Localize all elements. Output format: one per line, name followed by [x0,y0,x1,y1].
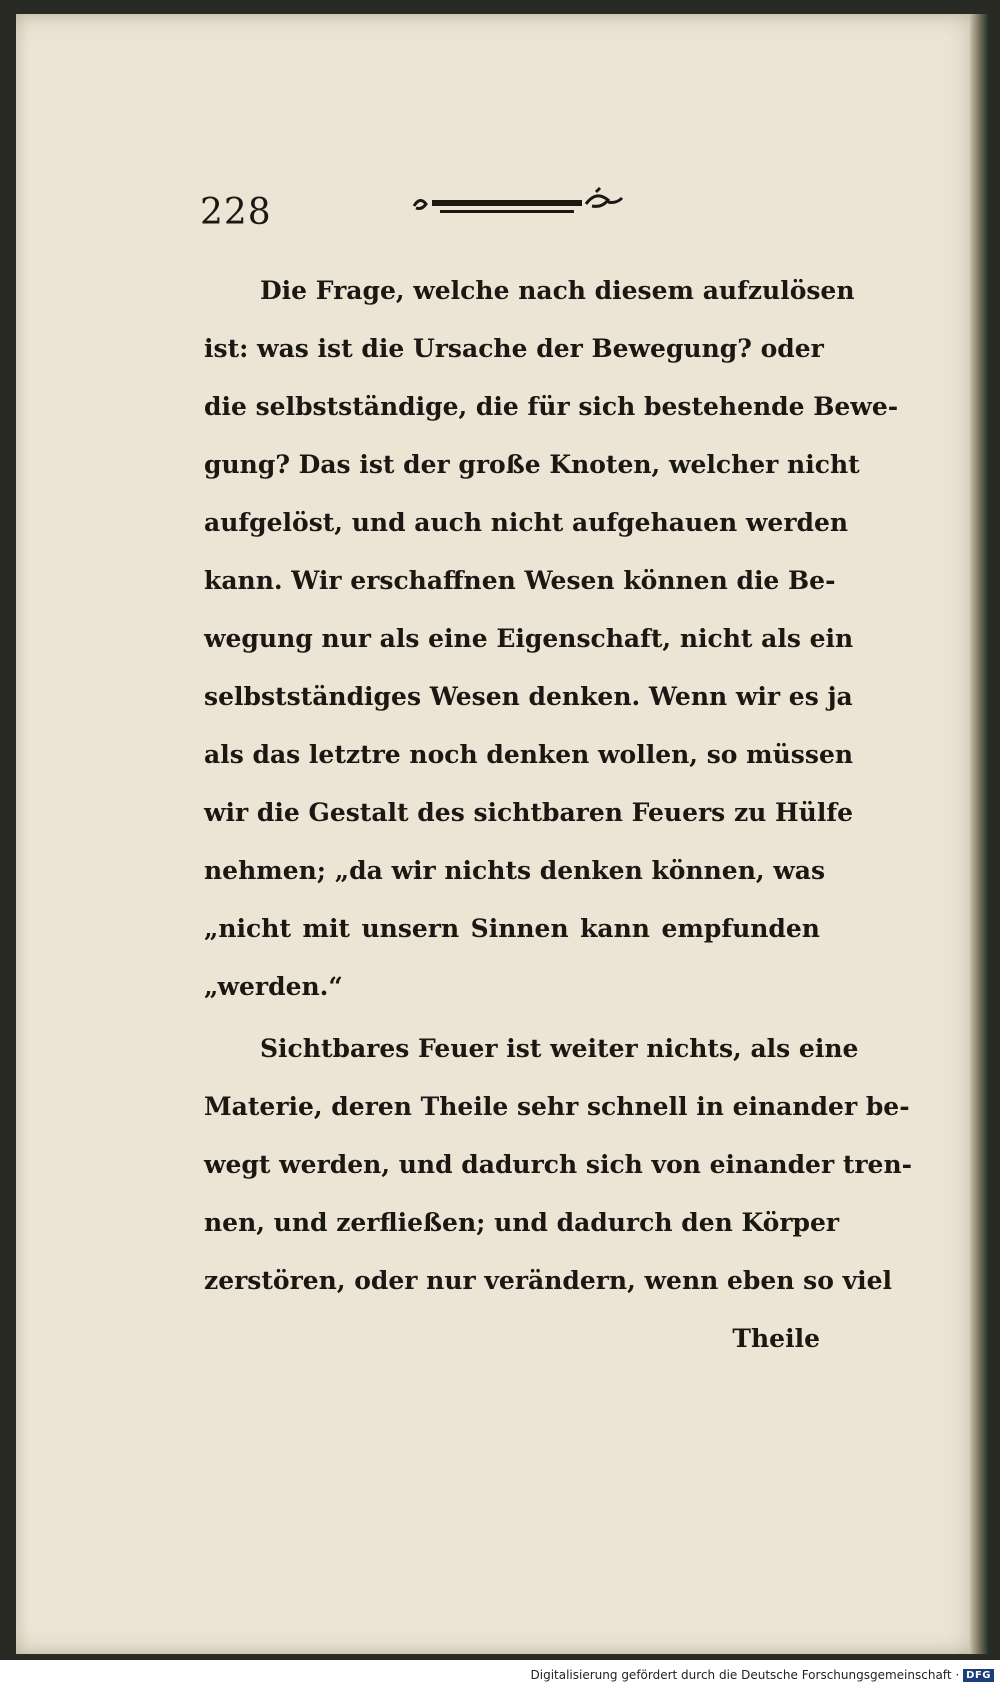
text-line: Die Frage, welche nach diesem aufzulösen [260,276,855,305]
text-line: wir die Gestalt des sichtbaren Feuers zu Hülfe [204,798,853,827]
catchword: Theile [732,1324,820,1353]
header-ornament-icon [410,186,630,226]
text-line: „nicht mit unsern Sinnen kann empfunden [204,914,820,943]
dfg-logo: DFG [963,1669,994,1682]
text-line: die selbstständige, die für sich bestehende Bewe- [204,392,899,421]
page-number: 228 [200,192,272,233]
text-line: ist: was ist die Ursache der Bewegung? oder [204,334,824,363]
text-line: nen, und zerfließen; und dadurch den Körper [204,1208,840,1237]
credit-text: Digitalisierung gefördert durch die Deutsche Forschungsgemeinschaft · [530,1668,960,1682]
text-line: wegung nur als eine Eigenschaft, nicht als ein [204,624,854,653]
book-spine [970,14,988,1654]
text-line: wegt werden, und dadurch sich von einander tren- [204,1150,913,1179]
text-line: nehmen; „da wir nichts denken können, was [204,856,826,885]
text-line: zerstören, oder nur verändern, wenn eben so viel [204,1266,893,1295]
text-line: „werden.“ [204,972,343,1001]
text-line: kann. Wir erschaffnen Wesen können die Be- [204,566,836,595]
text-line: Materie, deren Theile sehr schnell in einander be- [204,1092,910,1121]
text-line: Sichtbares Feuer ist weiter nichts, als eine [260,1034,859,1063]
body-text [204,262,913,1368]
digitization-credit [531,1668,994,1682]
text-line: als das letztre noch denken wollen, so müssen [204,740,854,769]
text-line: aufgelöst, und auch nicht aufgehauen werden [204,508,849,537]
text-line: selbstständiges Wesen denken. Wenn wir es ja [204,682,853,711]
text-line: gung? Das ist der große Knoten, welcher nicht [204,450,860,479]
